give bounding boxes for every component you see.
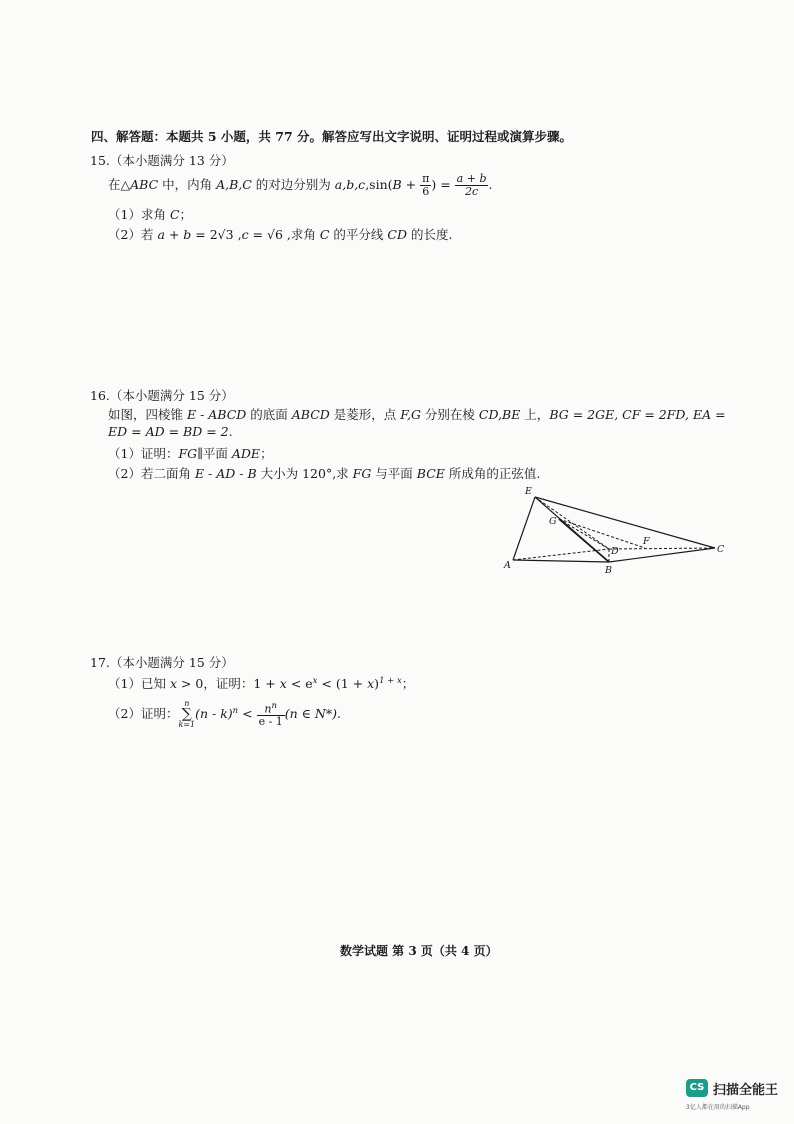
- q16-header: [90, 386, 234, 404]
- q15-rhs-den: 2c: [464, 185, 479, 198]
- q15-part2-end: 的长度.: [406, 227, 453, 242]
- q16-part1-end: ；: [260, 446, 273, 461]
- q15-part2-val: = √6 ,求角: [248, 227, 320, 242]
- q16-part1: [108, 444, 273, 462]
- q17-domain: (n ∈ N*).: [284, 706, 341, 722]
- q17-part1-text: > 0，证明：1 +: [177, 676, 280, 691]
- q17-var-x: x: [367, 676, 375, 691]
- q16-part1-label: （1）证明：: [108, 446, 179, 461]
- q17-paren: ): [374, 676, 380, 691]
- q15-var-b: B: [392, 177, 402, 192]
- q15-period: .: [488, 177, 493, 192]
- segment-gb: [559, 519, 609, 562]
- q16-number: 16.: [90, 388, 110, 403]
- q17-number: 17.: [90, 655, 110, 670]
- q15-part2-expr: a + b: [157, 227, 192, 242]
- q16-condition-2: ED = AD = BD = 2.: [108, 424, 233, 439]
- q17-part1-label: （1）已知: [108, 676, 170, 691]
- q16-part2-mid2: 与平面: [371, 466, 417, 481]
- q17-term-exp: n: [232, 706, 239, 716]
- q15-pi-fraction: [420, 173, 431, 197]
- segment-gd: [559, 519, 609, 549]
- edge-ad: [513, 549, 609, 560]
- q15-number: 15.: [90, 153, 110, 168]
- q16-part1-plane: ADE: [231, 446, 261, 461]
- q15-part2-c: c: [241, 227, 249, 242]
- q17-part2: [108, 696, 341, 729]
- edge-ab: [513, 560, 609, 562]
- page-footer: 数学试题 第 3 页（共 4 页）: [340, 944, 498, 958]
- q16-line2: [108, 424, 233, 439]
- q16-part2-mid: 大小为 120°,求: [256, 466, 353, 481]
- q15-part2: [108, 225, 452, 243]
- q17-sum-bottom: k=1: [178, 720, 196, 730]
- q17-part1-text: < e: [286, 676, 313, 691]
- q16-points: （本小题满分 15 分）: [109, 388, 234, 403]
- q17-part1: [108, 674, 414, 692]
- q16-part1-fg: FG: [178, 446, 198, 461]
- label-b: B: [605, 565, 612, 576]
- q15-angles: A,B,C: [216, 177, 252, 192]
- q16-part2-plane: BCE: [416, 466, 445, 481]
- q17-sum-top: n: [184, 699, 190, 709]
- q17-frac-num: n: [264, 702, 272, 716]
- camscanner-logo-icon: CS: [686, 1079, 708, 1097]
- q17-lt: <: [238, 706, 257, 722]
- q16-part1-mid: ∥平面: [197, 446, 232, 461]
- q15-eq: ) =: [431, 177, 455, 192]
- q17-sum: [178, 700, 195, 728]
- q17-header: [90, 653, 234, 671]
- q17-frac-den: e - 1: [258, 714, 283, 728]
- q16-part2-fg: FG: [352, 466, 372, 481]
- q17-part2-label: （2）证明：: [108, 706, 179, 722]
- q16-line1: [108, 405, 726, 423]
- camscanner-tagline: 3亿人都在用的扫描App: [686, 1104, 750, 1111]
- q17-fraction: [257, 702, 285, 728]
- section-heading: 四、解答题：本题共 5 小题，共 77 分。解答应写出文字说明、证明过程或演算步骤。: [91, 129, 573, 144]
- q16-part2-end: 所成角的正弦值.: [444, 466, 541, 481]
- camscanner-name: 扫描全能王: [713, 1083, 779, 1098]
- q15-points: （本小题满分 13 分）: [109, 153, 234, 168]
- q15-header: [90, 151, 234, 169]
- label-c: C: [717, 544, 725, 555]
- q16-points-fg: F,G: [400, 407, 421, 422]
- pyramid-figure: [495, 482, 735, 577]
- q15-sides: a,b,c: [334, 177, 366, 192]
- label-g: G: [549, 516, 557, 527]
- q15-rhs-num: a + b: [456, 172, 487, 186]
- q15-part1-label: （1）求角: [108, 207, 170, 222]
- q15-part2-label: （2）若: [108, 227, 158, 242]
- q15-part1-end: ；: [179, 207, 193, 222]
- q16-text: 分别在棱: [420, 407, 479, 422]
- q15-part1: [108, 205, 192, 223]
- label-d: D: [611, 546, 619, 557]
- q16-condition: BG = 2GE, CF = 2FD, EA =: [549, 407, 726, 422]
- q16-part2: [108, 464, 540, 482]
- q15-pi-num: π: [422, 172, 430, 186]
- q15-sin: ,sin(: [365, 177, 393, 192]
- edge-ea: [513, 497, 535, 560]
- q16-text: 上，: [520, 407, 550, 422]
- q16-edges: CD,BE: [478, 407, 521, 422]
- edge-bc: [609, 548, 715, 562]
- q15-part2-val: = 2√3 ,: [191, 227, 242, 242]
- q17-part1-text: < (1 +: [317, 676, 368, 691]
- q15-stem-text: 中，内角: [158, 177, 217, 192]
- q17-exponent: 1 + x: [379, 675, 402, 686]
- q17-sum-sigma: ∑: [181, 706, 192, 722]
- q17-var-x: x: [169, 676, 177, 691]
- q16-pyramid: E - ABCD: [186, 407, 247, 422]
- q17-part1-end: ；: [401, 676, 415, 691]
- q15-stem: [108, 171, 492, 199]
- q15-part1-var: C: [169, 207, 180, 222]
- q15-pi-den: 6: [422, 185, 430, 198]
- edge-ed: [535, 497, 609, 549]
- label-f: F: [643, 536, 650, 547]
- q16-part2-label: （2）若二面角: [108, 466, 195, 481]
- q15-stem-text: 在△: [108, 177, 131, 192]
- q17-var-x: x: [279, 676, 287, 691]
- q15-part2-C: C: [319, 227, 330, 242]
- q16-text: 如图，四棱锥: [108, 407, 187, 422]
- q16-text: 的底面: [246, 407, 292, 422]
- q17-term: (n - k): [195, 706, 233, 722]
- q15-stem-text: 的对边分别为: [251, 177, 335, 192]
- label-e: E: [525, 486, 532, 497]
- q16-part2-angle: E - AD - B: [194, 466, 257, 481]
- q16-text: 是菱形，点: [329, 407, 401, 422]
- q15-triangle: ABC: [130, 177, 159, 192]
- q17-exp-x: x: [312, 675, 318, 686]
- q17-frac-num-exp: n: [271, 700, 277, 711]
- q15-plus: +: [401, 177, 421, 192]
- q15-part2-mid: 的平分线: [329, 227, 388, 242]
- q15-part2-CD: CD: [387, 227, 407, 242]
- q15-rhs-fraction: [455, 173, 489, 197]
- label-a: A: [504, 560, 511, 571]
- q17-points: （本小题满分 15 分）: [109, 655, 234, 670]
- edge-dc: [609, 548, 715, 549]
- q16-base: ABCD: [291, 407, 330, 422]
